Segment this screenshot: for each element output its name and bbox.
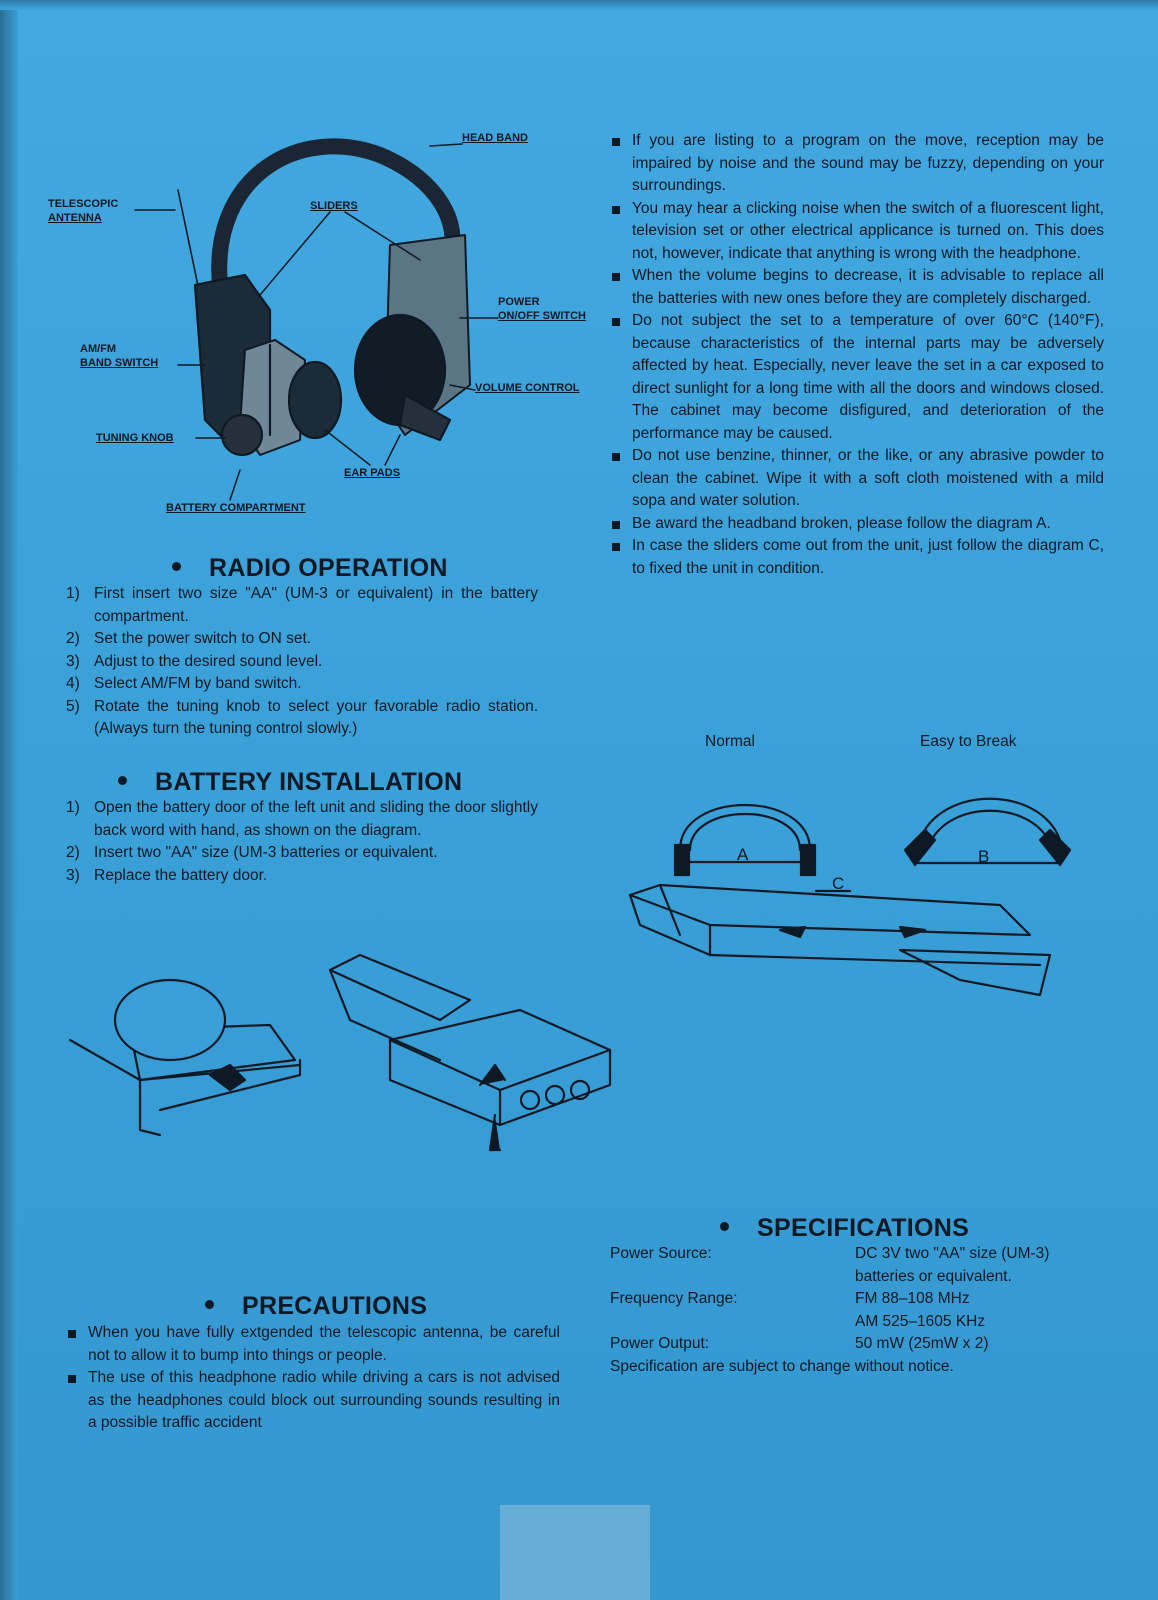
battery-compartment-label: BATTERY COMPARTMENT <box>166 502 306 514</box>
spec-row-frequency-am <box>610 1311 1080 1334</box>
spec-value: 50 mW (25mW x 2) <box>855 1335 989 1352</box>
telescopic-label-1: TELESCOPIC <box>48 198 119 210</box>
telescopic-label-2: ANTENNA <box>48 212 102 224</box>
normal-caption: Normal <box>705 733 755 750</box>
ear-pads-label: EAR PADS <box>344 467 401 479</box>
note-item: Do not use benzine, thinner, or the like, or any abrasive powder to clean the cabinet. Wipe it with a soft cloth moistened with a mild sopa and water solution. <box>610 445 1104 513</box>
spec-value: DC 3V two "AA" size (UM-3) batteries or equivalent. <box>855 1245 1050 1285</box>
radio-operation-heading: RADIO OPERATION <box>172 554 448 583</box>
note-item: In case the sliders come out from the unit, just follow the diagram C, to fixed the unit in condition. <box>610 535 1104 580</box>
precaution-item: The use of this headphone radio while driving a cars is not advised as the headphones could block out surrounding sounds resulting in a possible traffic accident <box>66 1367 560 1435</box>
bullet-dot <box>205 1300 214 1309</box>
spec-key: Frequency Range: <box>610 1290 738 1307</box>
precaution-item: When you have fully extgended the telescopic antenna, be careful not to allow it to bump into things or people. <box>66 1322 560 1367</box>
spec-row-frequency <box>610 1288 1080 1311</box>
spec-key: Power Output: <box>610 1335 710 1352</box>
note-item: You may hear a clicking noise when the switch of a fluorescent light, television set or other electrical applicance is turned on. This does not, however, indicate that anything is wrong with the headphone. <box>610 198 1104 266</box>
note-item: If you are listing to a program on the move, reception may be impaired by noise and the sound may be fuzzy, depending on your surroundings. <box>610 130 1104 198</box>
label-leader-lines <box>0 0 620 520</box>
power-label-2: ON/OFF SWITCH <box>498 310 586 322</box>
band-label-1: AM/FM <box>80 343 117 355</box>
radio-operation-steps <box>66 583 538 741</box>
battery-step: 1) Open the battery door of the left unit and sliding the door slightly back word with hand, as shown on the diagram. <box>66 799 538 839</box>
slider-battery-diagram <box>320 950 640 1160</box>
battery-installation-heading: BATTERY INSTALLATION <box>118 768 462 797</box>
specifications-heading: SPECIFICATIONS <box>720 1214 969 1243</box>
radio-step: 5) Rotate the tuning knob to select your favorable radio station. (Always turn the tuning control slowly.) <box>66 697 538 737</box>
battery-installation-steps <box>66 797 538 887</box>
worn-patch <box>500 1505 650 1600</box>
battery-step: 2) Insert two "AA" size (UM-3 batteries or equivalent. <box>66 844 438 861</box>
bullet-dot <box>172 562 181 571</box>
bullet-dot <box>118 776 127 785</box>
usage-notes <box>610 130 1104 580</box>
spec-row-output <box>610 1333 1080 1356</box>
precautions-list <box>66 1322 560 1435</box>
radio-step: 1) First insert two size "AA" (UM-3 or equivalent) in the battery compartment. <box>66 585 538 625</box>
head-band-label: HEAD BAND <box>462 132 528 144</box>
precautions-heading: PRECAUTIONS <box>205 1292 427 1321</box>
spec-footnote: Specification are subject to change without notice. <box>610 1357 954 1375</box>
radio-step: 2) Set the power switch to ON set. <box>66 630 312 647</box>
spec-value: FM 88–108 MHz <box>855 1290 970 1307</box>
spec-key: Power Source: <box>610 1245 712 1262</box>
specifications-table <box>610 1243 1080 1378</box>
spec-row-power-source <box>610 1243 1080 1288</box>
diagram-c-letter: C <box>832 874 845 893</box>
note-item: When the volume begins to decrease, it is advisable to replace all the batteries with new ones before they are completely discharged. <box>610 265 1104 310</box>
battery-step: 3) Replace the battery door. <box>66 866 268 884</box>
note-item: Be award the headband broken, please follow the diagram A. <box>610 513 1104 536</box>
slider-repair-diagram <box>620 865 1060 1005</box>
radio-step: 4) Select AM/FM by band switch. <box>66 675 302 692</box>
earcup-battery-diagram <box>60 980 310 1130</box>
radio-step: 3) Adjust to the desired sound level. <box>66 652 323 670</box>
diagram-a-letter: A <box>737 845 749 864</box>
note-item: Do not subject the set to a temperature of over 60°C (140°F), because characteristics of the internal parts may be adversely affected by heat. Especially, never leave the set in a car exposed to direct sunlight for a long time with all the doors and windows closed. The cabinet may become disfigured, and deterioration of the performance may be caused. <box>610 310 1104 445</box>
tuning-label: TUNING KNOB <box>96 432 174 444</box>
spec-value: AM 525–1605 KHz <box>855 1312 986 1330</box>
bullet-dot <box>720 1222 729 1231</box>
sliders-label: SLIDERS <box>310 200 358 212</box>
easy-to-break-caption: Easy to Break <box>920 733 1017 750</box>
volume-label: VOLUME CONTROL <box>475 382 580 394</box>
diagram-b-letter: B <box>978 847 990 866</box>
band-label-2: BAND SWITCH <box>80 357 159 369</box>
power-label-1: POWER <box>498 296 540 308</box>
